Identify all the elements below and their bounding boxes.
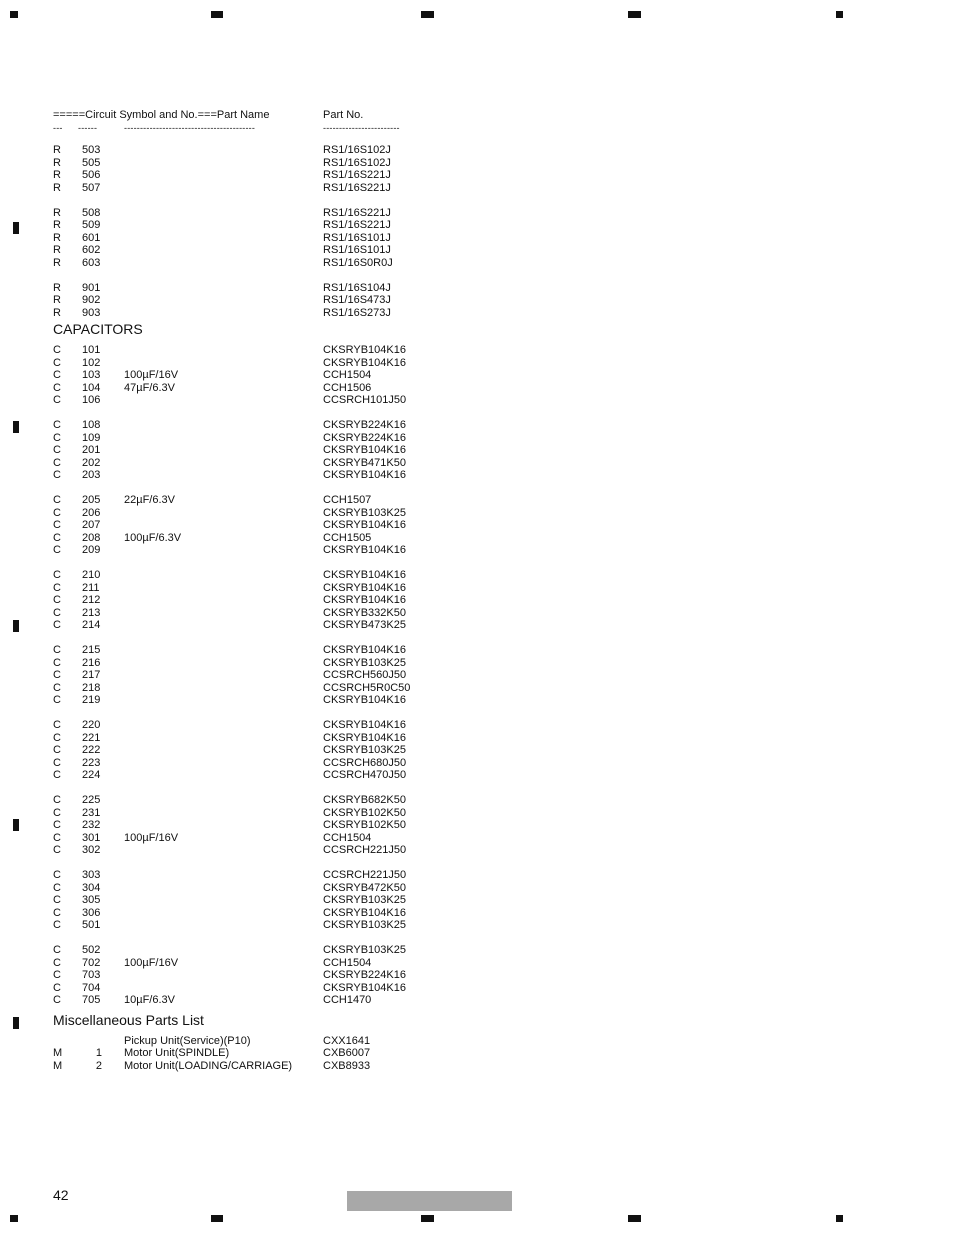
table-row	[53, 944, 473, 957]
table-row	[53, 657, 473, 670]
circuit-symbol: R	[53, 206, 61, 219]
part-name: 10µF/6.3V	[124, 994, 175, 1006]
part-number: RS1/16S102J	[323, 156, 391, 169]
circuit-symbol: C	[53, 456, 61, 469]
part-number: CCSRCH101J50	[323, 394, 407, 406]
circuit-number: 704	[82, 981, 101, 994]
table-row	[53, 369, 473, 382]
part-number: CKSRYB103K25	[323, 919, 406, 931]
circuit-number: 201	[82, 444, 101, 456]
circuit-symbol: C	[53, 569, 61, 581]
circuit-symbol: C	[53, 369, 61, 381]
part-number: CCH1504	[323, 831, 372, 844]
part-name: Pickup Unit(Service)(P10)	[124, 1034, 251, 1047]
part-number: RS1/16S0R0J	[323, 256, 393, 269]
circuit-symbol: C	[53, 994, 61, 1006]
footer-bar	[347, 1191, 512, 1211]
part-number: RS1/16S273J	[323, 306, 391, 319]
circuit-symbol: C	[53, 819, 61, 831]
table-row	[53, 982, 473, 995]
part-number: CCSRCH5R0C50	[323, 681, 411, 694]
table-row	[53, 807, 473, 820]
part-number: CKSRYB103K25	[323, 506, 406, 519]
circuit-symbol: C	[53, 669, 61, 681]
table-row	[53, 532, 473, 545]
part-number: CKSRYB224K16	[323, 431, 406, 444]
resistor-list	[53, 144, 473, 319]
circuit-number: 509	[82, 219, 101, 231]
circuit-symbol: C	[53, 494, 61, 506]
circuit-number: 211	[82, 581, 100, 594]
part-number: CCH1504	[323, 956, 372, 969]
registration-mark	[13, 421, 19, 433]
circuit-number: 507	[82, 181, 101, 194]
circuit-symbol: R	[53, 169, 61, 181]
circuit-symbol: R	[53, 219, 61, 231]
part-number: RS1/16S221J	[323, 169, 391, 181]
table-row	[53, 182, 473, 195]
part-number: CKSRYB104K16	[323, 719, 406, 731]
table-row	[53, 469, 473, 482]
table-row	[53, 382, 473, 395]
circuit-symbol: M	[53, 1047, 63, 1059]
circuit-symbol: C	[53, 381, 61, 394]
part-number: CKSRYB104K16	[323, 469, 406, 481]
divider-symbol: ---	[53, 123, 63, 133]
circuit-symbol: C	[53, 769, 61, 781]
circuit-symbol: C	[53, 419, 61, 431]
table-row	[53, 882, 473, 895]
circuit-symbol: C	[53, 431, 61, 444]
part-number: CXB6007	[323, 1047, 371, 1059]
part-number: CKSRYB103K25	[323, 944, 406, 956]
circuit-number: 903	[82, 306, 101, 319]
circuit-number: 212	[82, 594, 101, 606]
circuit-symbol: C	[53, 919, 61, 931]
registration-mark	[211, 1215, 223, 1222]
registration-mark	[836, 11, 843, 18]
circuit-number: 705	[82, 994, 101, 1006]
part-number: RS1/16S102J	[323, 144, 391, 156]
part-number: RS1/16S473J	[323, 294, 391, 306]
misc-list	[53, 1035, 473, 1073]
table-row	[53, 907, 473, 920]
circuit-symbol: C	[53, 981, 61, 994]
registration-mark	[628, 11, 641, 18]
circuit-symbol: C	[53, 719, 61, 731]
circuit-symbol: C	[53, 906, 61, 919]
registration-mark	[13, 819, 19, 831]
table-row	[53, 919, 473, 932]
table-row	[53, 719, 473, 732]
circuit-number: 306	[82, 906, 101, 919]
circuit-symbol: C	[53, 731, 61, 744]
circuit-number: 902	[82, 294, 101, 306]
table-row	[53, 294, 473, 307]
circuit-symbol: R	[53, 256, 61, 269]
circuit-number: 109	[82, 431, 101, 444]
table-row	[53, 444, 473, 457]
part-number: CKSRYB104K16	[323, 694, 406, 706]
circuit-number: 203	[82, 469, 101, 481]
circuit-symbol: R	[53, 231, 61, 244]
divider-part: ------------------------	[323, 123, 400, 133]
table-row	[53, 619, 473, 632]
circuit-number: 218	[82, 681, 101, 694]
circuit-number: 209	[82, 544, 101, 556]
circuit-number: 205	[82, 494, 101, 506]
table-row	[53, 869, 473, 882]
table-row	[53, 282, 473, 295]
part-number: CKSRYB104K16	[323, 344, 406, 356]
part-number: CKSRYB104K16	[323, 731, 406, 744]
circuit-number: 214	[82, 619, 101, 631]
registration-mark	[421, 1215, 434, 1222]
table-row	[53, 969, 473, 982]
circuit-number: 225	[82, 794, 101, 806]
header-divider	[53, 122, 473, 134]
circuit-number: 224	[82, 769, 101, 781]
part-number: CKSRYB224K16	[323, 419, 406, 431]
part-number: RS1/16S101J	[323, 244, 391, 256]
circuit-number: 302	[82, 844, 101, 856]
part-name: 100µF/16V	[124, 369, 179, 381]
part-number: RS1/16S104J	[323, 281, 391, 294]
circuit-symbol: R	[53, 294, 61, 306]
circuit-symbol: C	[53, 756, 61, 769]
capacitor-list	[53, 344, 473, 1007]
part-name: 100µF/6.3V	[124, 531, 182, 544]
part-number: CCH1470	[323, 994, 372, 1006]
table-row	[53, 644, 473, 657]
table-row	[53, 757, 473, 770]
circuit-symbol: C	[53, 894, 61, 906]
part-name: 47µF/6.3V	[124, 381, 175, 394]
divider-number: ------	[78, 123, 98, 133]
circuit-number: 101	[82, 344, 101, 356]
circuit-symbol: C	[53, 444, 61, 456]
circuit-symbol: R	[53, 156, 61, 169]
circuit-number: 303	[82, 869, 101, 881]
circuit-number: 221	[82, 731, 101, 744]
table-row	[53, 819, 473, 832]
circuit-symbol: R	[53, 144, 61, 156]
table-row	[53, 894, 473, 907]
circuit-symbol: C	[53, 644, 61, 656]
part-number: CKSRYB471K50	[323, 456, 406, 469]
circuit-number: 210	[82, 569, 101, 581]
table-row	[53, 844, 473, 857]
part-number: CCSRCH560J50	[323, 669, 407, 681]
registration-mark	[13, 620, 19, 632]
table-row	[53, 544, 473, 557]
registration-mark	[421, 11, 434, 18]
circuit-number: 220	[82, 719, 101, 731]
circuit-number: 508	[82, 206, 101, 219]
table-row	[53, 682, 473, 695]
part-number: CKSRYB104K16	[323, 444, 406, 456]
circuit-number: 202	[82, 456, 101, 469]
circuit-number: 207	[82, 519, 101, 531]
circuit-number: 2	[95, 1059, 102, 1072]
part-number: CCH1504	[323, 369, 372, 381]
part-number: CKSRYB472K50	[323, 881, 406, 894]
part-number: CKSRYB682K50	[323, 794, 406, 806]
circuit-number: 501	[82, 919, 101, 931]
table-row	[53, 582, 473, 595]
circuit-number: 502	[82, 944, 101, 956]
table-row	[53, 794, 473, 807]
table-row	[53, 694, 473, 707]
part-number: CKSRYB104K16	[323, 906, 406, 919]
table-row	[53, 1047, 473, 1060]
table-row	[53, 607, 473, 620]
circuit-symbol: C	[53, 506, 61, 519]
part-number: CKSRYB102K50	[323, 819, 406, 831]
part-number: CKSRYB104K16	[323, 519, 406, 531]
table-row	[53, 344, 473, 357]
circuit-symbol: C	[53, 969, 61, 981]
circuit-symbol: C	[53, 869, 61, 881]
part-number: CKSRYB104K16	[323, 581, 406, 594]
circuit-symbol: C	[53, 806, 61, 819]
part-number: CCSRCH470J50	[323, 769, 407, 781]
circuit-symbol: C	[53, 519, 61, 531]
circuit-symbol: C	[53, 594, 61, 606]
table-row	[53, 732, 473, 745]
table-row	[53, 519, 473, 532]
circuit-number: 1	[95, 1047, 102, 1059]
page-number: 42	[53, 1187, 69, 1203]
circuit-number: 102	[82, 356, 101, 369]
table-row	[53, 144, 473, 157]
circuit-number: 231	[82, 806, 101, 819]
circuit-symbol: C	[53, 469, 61, 481]
table-row	[53, 507, 473, 520]
part-number: CKSRYB104K16	[323, 569, 406, 581]
part-number: RS1/16S221J	[323, 219, 391, 231]
circuit-number: 222	[82, 744, 101, 756]
part-number: RS1/16S221J	[323, 206, 391, 219]
circuit-symbol: C	[53, 844, 61, 856]
circuit-symbol: C	[53, 681, 61, 694]
table-row	[53, 594, 473, 607]
table-row	[53, 394, 473, 407]
table-row	[53, 1035, 473, 1048]
circuit-symbol: R	[53, 306, 61, 319]
circuit-number: 703	[82, 969, 101, 981]
table-row	[53, 157, 473, 170]
circuit-number: 304	[82, 881, 101, 894]
registration-mark	[13, 1017, 19, 1029]
circuit-number: 505	[82, 156, 101, 169]
part-number: RS1/16S101J	[323, 231, 391, 244]
part-name: 100µF/16V	[124, 831, 179, 844]
circuit-symbol: C	[53, 744, 61, 756]
circuit-symbol: C	[53, 619, 61, 631]
table-row	[53, 232, 473, 245]
circuit-number: 103	[82, 369, 101, 381]
part-number: CKSRYB104K16	[323, 544, 406, 556]
table-row	[53, 494, 473, 507]
circuit-number: 901	[82, 281, 101, 294]
part-number: CXB8933	[323, 1059, 371, 1072]
registration-mark	[10, 11, 18, 18]
part-number: CKSRYB102K50	[323, 806, 406, 819]
circuit-symbol: C	[53, 581, 61, 594]
circuit-symbol: C	[53, 881, 61, 894]
table-row	[53, 432, 473, 445]
table-row	[53, 1060, 473, 1073]
part-number: CKSRYB473K25	[323, 619, 406, 631]
circuit-symbol: C	[53, 394, 61, 406]
part-number: CCH1507	[323, 494, 372, 506]
circuit-number: 301	[82, 831, 101, 844]
registration-mark	[13, 222, 19, 234]
circuit-symbol: R	[53, 181, 61, 194]
parts-list	[53, 109, 473, 1072]
part-number: CKSRYB104K16	[323, 981, 406, 994]
capacitors-heading: CAPACITORS	[53, 321, 143, 337]
table-row	[53, 457, 473, 470]
part-number: CKSRYB103K25	[323, 744, 406, 756]
table-row	[53, 957, 473, 970]
divider-name: -----------------------------------------	[124, 123, 256, 133]
circuit-number: 104	[82, 381, 101, 394]
circuit-number: 602	[82, 244, 101, 256]
circuit-number: 503	[82, 144, 101, 156]
table-row	[53, 569, 473, 582]
circuit-number: 213	[82, 606, 101, 619]
table-row	[53, 744, 473, 757]
registration-mark	[836, 1215, 843, 1222]
circuit-symbol: C	[53, 531, 61, 544]
circuit-symbol: C	[53, 956, 61, 969]
circuit-number: 702	[82, 956, 101, 969]
circuit-symbol: C	[53, 694, 61, 706]
table-row	[53, 169, 473, 182]
table-row	[53, 307, 473, 320]
part-number: CCSRCH680J50	[323, 756, 407, 769]
circuit-number: 232	[82, 819, 101, 831]
circuit-number: 208	[82, 531, 101, 544]
part-number: CKSRYB224K16	[323, 969, 406, 981]
part-number: CKSRYB104K16	[323, 644, 406, 656]
circuit-symbol: C	[53, 344, 61, 356]
part-name: Motor Unit(LOADING/CARRIAGE)	[124, 1059, 293, 1072]
part-number: CCSRCH221J50	[323, 844, 407, 856]
circuit-symbol: C	[53, 944, 61, 956]
table-row	[53, 994, 473, 1007]
table-row	[53, 207, 473, 220]
part-number: CKSRYB104K16	[323, 594, 406, 606]
circuit-number: 215	[82, 644, 101, 656]
circuit-symbol: C	[53, 544, 61, 556]
misc-heading: Miscellaneous Parts List	[53, 1011, 204, 1028]
circuit-number: 216	[82, 656, 101, 669]
circuit-number: 506	[82, 169, 101, 181]
circuit-symbol: C	[53, 656, 61, 669]
circuit-number: 217	[82, 669, 101, 681]
circuit-symbol: C	[53, 356, 61, 369]
table-row	[53, 219, 473, 232]
circuit-number: 206	[82, 506, 101, 519]
part-number: RS1/16S221J	[323, 181, 391, 194]
table-row	[53, 832, 473, 845]
part-number: CKSRYB332K50	[323, 606, 406, 619]
part-number: CKSRYB104K16	[323, 356, 406, 369]
circuit-number: 106	[82, 394, 101, 406]
circuit-symbol: R	[53, 244, 61, 256]
part-number: CCH1505	[323, 531, 372, 544]
circuit-number: 603	[82, 256, 101, 269]
circuit-number: 223	[82, 756, 101, 769]
circuit-symbol: C	[53, 831, 61, 844]
part-number: CKSRYB103K25	[323, 656, 406, 669]
registration-mark	[211, 11, 223, 18]
part-name: Motor Unit(SPINDLE)	[124, 1047, 230, 1059]
circuit-number: 108	[82, 419, 101, 431]
table-row	[53, 419, 473, 432]
circuit-symbol: M	[53, 1059, 63, 1072]
header-title: =====Circuit Symbol and No.===Part Name	[53, 109, 270, 121]
part-name: 22µF/6.3V	[124, 494, 175, 506]
circuit-number: 601	[82, 231, 101, 244]
circuit-symbol: R	[53, 281, 61, 294]
circuit-symbol: C	[53, 606, 61, 619]
registration-mark	[10, 1215, 18, 1222]
part-name: 100µF/16V	[124, 956, 179, 969]
registration-mark	[628, 1215, 641, 1222]
part-number: CKSRYB103K25	[323, 894, 406, 906]
table-row	[53, 257, 473, 270]
part-number: CXX1641	[323, 1034, 371, 1047]
circuit-symbol: C	[53, 794, 61, 806]
table-row	[53, 244, 473, 257]
part-number: CCH1506	[323, 381, 372, 394]
table-row	[53, 669, 473, 682]
table-row	[53, 357, 473, 370]
part-number: CCSRCH221J50	[323, 869, 407, 881]
circuit-number: 305	[82, 894, 101, 906]
column-header	[53, 109, 473, 122]
table-row	[53, 769, 473, 782]
circuit-number: 219	[82, 694, 101, 706]
header-part-no: Part No.	[323, 109, 364, 121]
